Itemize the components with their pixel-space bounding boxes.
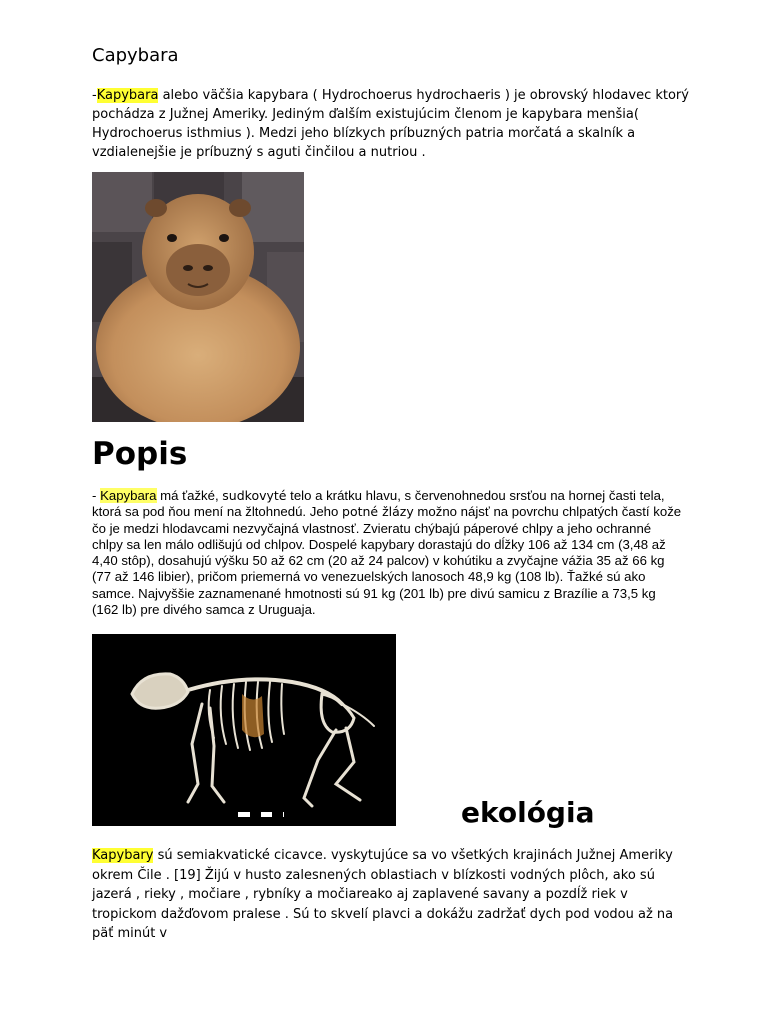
ecology-paragraph [92, 846, 692, 944]
description-paragraph [92, 488, 682, 618]
description-text-1: má ťažké, [156, 488, 223, 503]
ecology-text: sú semiakvatické cicavce. vyskytujúce sa vo všetkých krajinách Južnej Ameriky okrem Čile . [19] Žijú v husto zalesnených oblastiach v blízkosti vodných plôch, ako sú jazerá , rieky , močiare , rybníky a močiareako aj zaplavené savany a pozdĺž riek v tropickom dažďovom pralese . Sú to skvelí plavci a dokážu zadržať dych pod vodou až na päť minút v [92, 848, 674, 941]
description-word-2: potné žlázy [342, 504, 414, 520]
document-title: Capybara [92, 45, 179, 66]
intro-highlight: Kapybara [96, 88, 159, 103]
section-heading-popis: Popis [92, 436, 188, 472]
ecology-highlight: Kapybary [92, 848, 154, 863]
capybara-skeleton-photo [92, 634, 396, 826]
description-word-1: sudkovyté [222, 488, 287, 503]
description-text-3: možno nájsť na povrchu chlpatých častí kože čo je medzi hlodavcami nezvyčajná vlastnosť. Zvieratu chýbajú páperové chlpy a jeho ochranné chlpy sa len málo odlišujú od chlpov. Dospelé kapybary dorastajú do dĺžky 106 až 134 cm (3,48 až 4,40 stôp), dosahujú výšku 50 až 62 cm (20 až 24 palcov) v kohútiku a zvyčajne vážia 35 až 66 kg (77 až 146 libier), pričom priemerná vo venezuelských lanosoch 48,9 kg (108 lb). Ťažké sú ako samce. Najvyššie zaznamenané hmotnosti sú 91 kg (201 lb) pre divú samicu z Brazílie a 73,5 kg (162 lb) pre divého samca z Uruguaja. [92, 504, 682, 618]
description-text-2: telo a krátku hlavu, s červenohnedou srsťou na hornej časti tela, ktorá sa pod ňou mení na žltohnedú. Jeho [92, 488, 665, 520]
section-heading-ekologia: ekológia [461, 796, 595, 829]
intro-dash: - [92, 88, 97, 103]
intro-text: alebo väčšia kapybara ( Hydrochoerus hydrochaeris ) je obrovský hlodavec ktorý pochádza z Južnej Ameriky. Jediným ďalším existujúcim členom je kapybara menšia( Hydrochoerus isthmius ). Medzi jeho blízkych príbuzných patria morčatá a skalník a vzdialenejšie je príbuzný s aguti činčilou a nutriou . [92, 88, 689, 160]
capybara-photo [92, 172, 304, 422]
description-dash: - [92, 488, 101, 503]
intro-paragraph [92, 86, 692, 162]
description-highlight: Kapybara [100, 488, 157, 503]
